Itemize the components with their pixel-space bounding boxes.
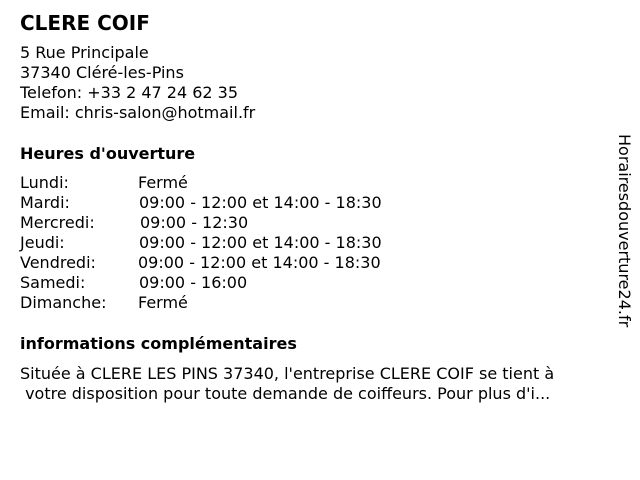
hours-day: Dimanche:	[20, 293, 107, 312]
hours-time: Fermé	[138, 173, 188, 192]
hours-time: 09:00 - 12:00 et 14:00 - 18:30	[139, 193, 382, 212]
info-heading: informations complémentaires	[20, 334, 297, 353]
business-name: CLERE COIF	[20, 11, 150, 35]
info-text-line-2: votre disposition pour toute demande de coiffeurs. Pour plus d'i...	[20, 384, 551, 403]
hours-time: 09:00 - 16:00	[139, 273, 248, 292]
hours-day: Vendredi:	[20, 253, 96, 272]
hours-time: 09:00 - 12:00 et 14:00 - 18:30	[139, 233, 382, 252]
hours-day: Mardi:	[20, 193, 70, 212]
hours-time: 09:00 - 12:00 et 14:00 - 18:30	[138, 253, 381, 272]
hours-day: Mercredi:	[20, 213, 95, 232]
info-text-line-1: Située à CLERE LES PINS 37340, l'entreprise CLERE COIF se tient à	[20, 364, 555, 383]
hours-day: Samedi:	[20, 273, 86, 292]
hours-time: 09:00 - 12:30	[140, 213, 249, 232]
address-line-1: 5 Rue Principale	[20, 43, 149, 62]
hours-day: Jeudi:	[20, 233, 65, 252]
address-line-2: 37340 Cléré-les-Pins	[20, 63, 184, 82]
phone-line: Telefon: +33 2 47 24 62 35	[20, 83, 239, 102]
site-watermark: Horairesdouverture24.fr	[615, 134, 634, 328]
hours-day: Lundi:	[20, 173, 69, 192]
hours-heading: Heures d'ouverture	[20, 144, 196, 163]
email-line: Email: chris-salon@hotmail.fr	[20, 103, 256, 122]
hours-time: Fermé	[138, 293, 188, 312]
